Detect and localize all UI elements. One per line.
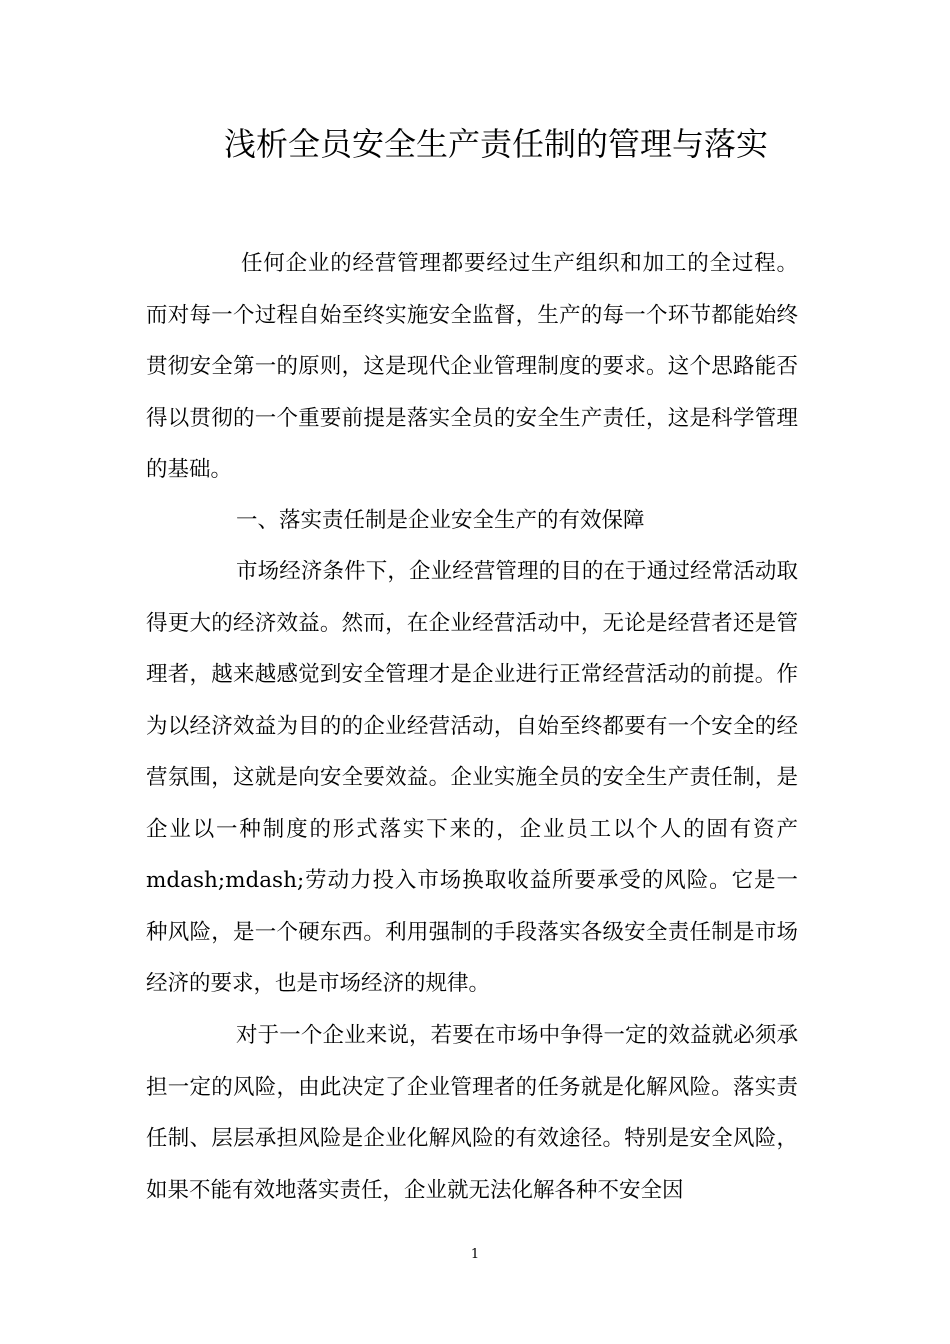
- paragraph-risk: 对于一个企业来说，若要在市场中争得一定的效益就必须承担一定的风险，由此决定了企业管理者的任务就是化解风险。落实责任制、层层承担风险是企业化解风险的有效途径。特别是安全风险，如果不能有效地落实责任，企业就无法化解各种不安全因: [146, 1023, 798, 1203]
- paragraph-intro: 任何企业的经营管理都要经过生产组织和加工的全过程。而对每一个过程自始至终实施安全监督，生产的每一个环节都能始终贯彻安全第一的原则，这是现代企业管理制度的要求。这个思路能否得以贯彻的一个重要前提是落实全员的安全生产责任，这是科学管理的基础。: [146, 251, 798, 482]
- section-heading-1: 一、落实责任制是企业安全生产的有效保障: [236, 508, 645, 533]
- paragraph-market-economy: 市场经济条件下，企业经营管理的目的在于通过经常活动取得更大的经济效益。然而，在企业经营活动中，无论是经营者还是管理者，越来越感觉到安全管理才是企业进行正常经营活动的前提。作为以经济效益为目的的企业经营活动，自始至终都要有一个安全的经营氛围，这就是向安全要效益。企业实施全员的安全生产责任制，是企业以一种制度的形式落实下来的，企业员工以个人的固有资产 mdash;mdash;劳动力投入市场换取收益所要承受的风险。它是一种风险，是一个硬东西。利用强制的手段落实各级安全责任制是市场经济的要求，也是市场经济的规律。: [146, 559, 798, 996]
- document-title: 浅析全员安全生产责任制的管理与落实: [224, 125, 769, 163]
- page-number: 1: [470, 1247, 480, 1262]
